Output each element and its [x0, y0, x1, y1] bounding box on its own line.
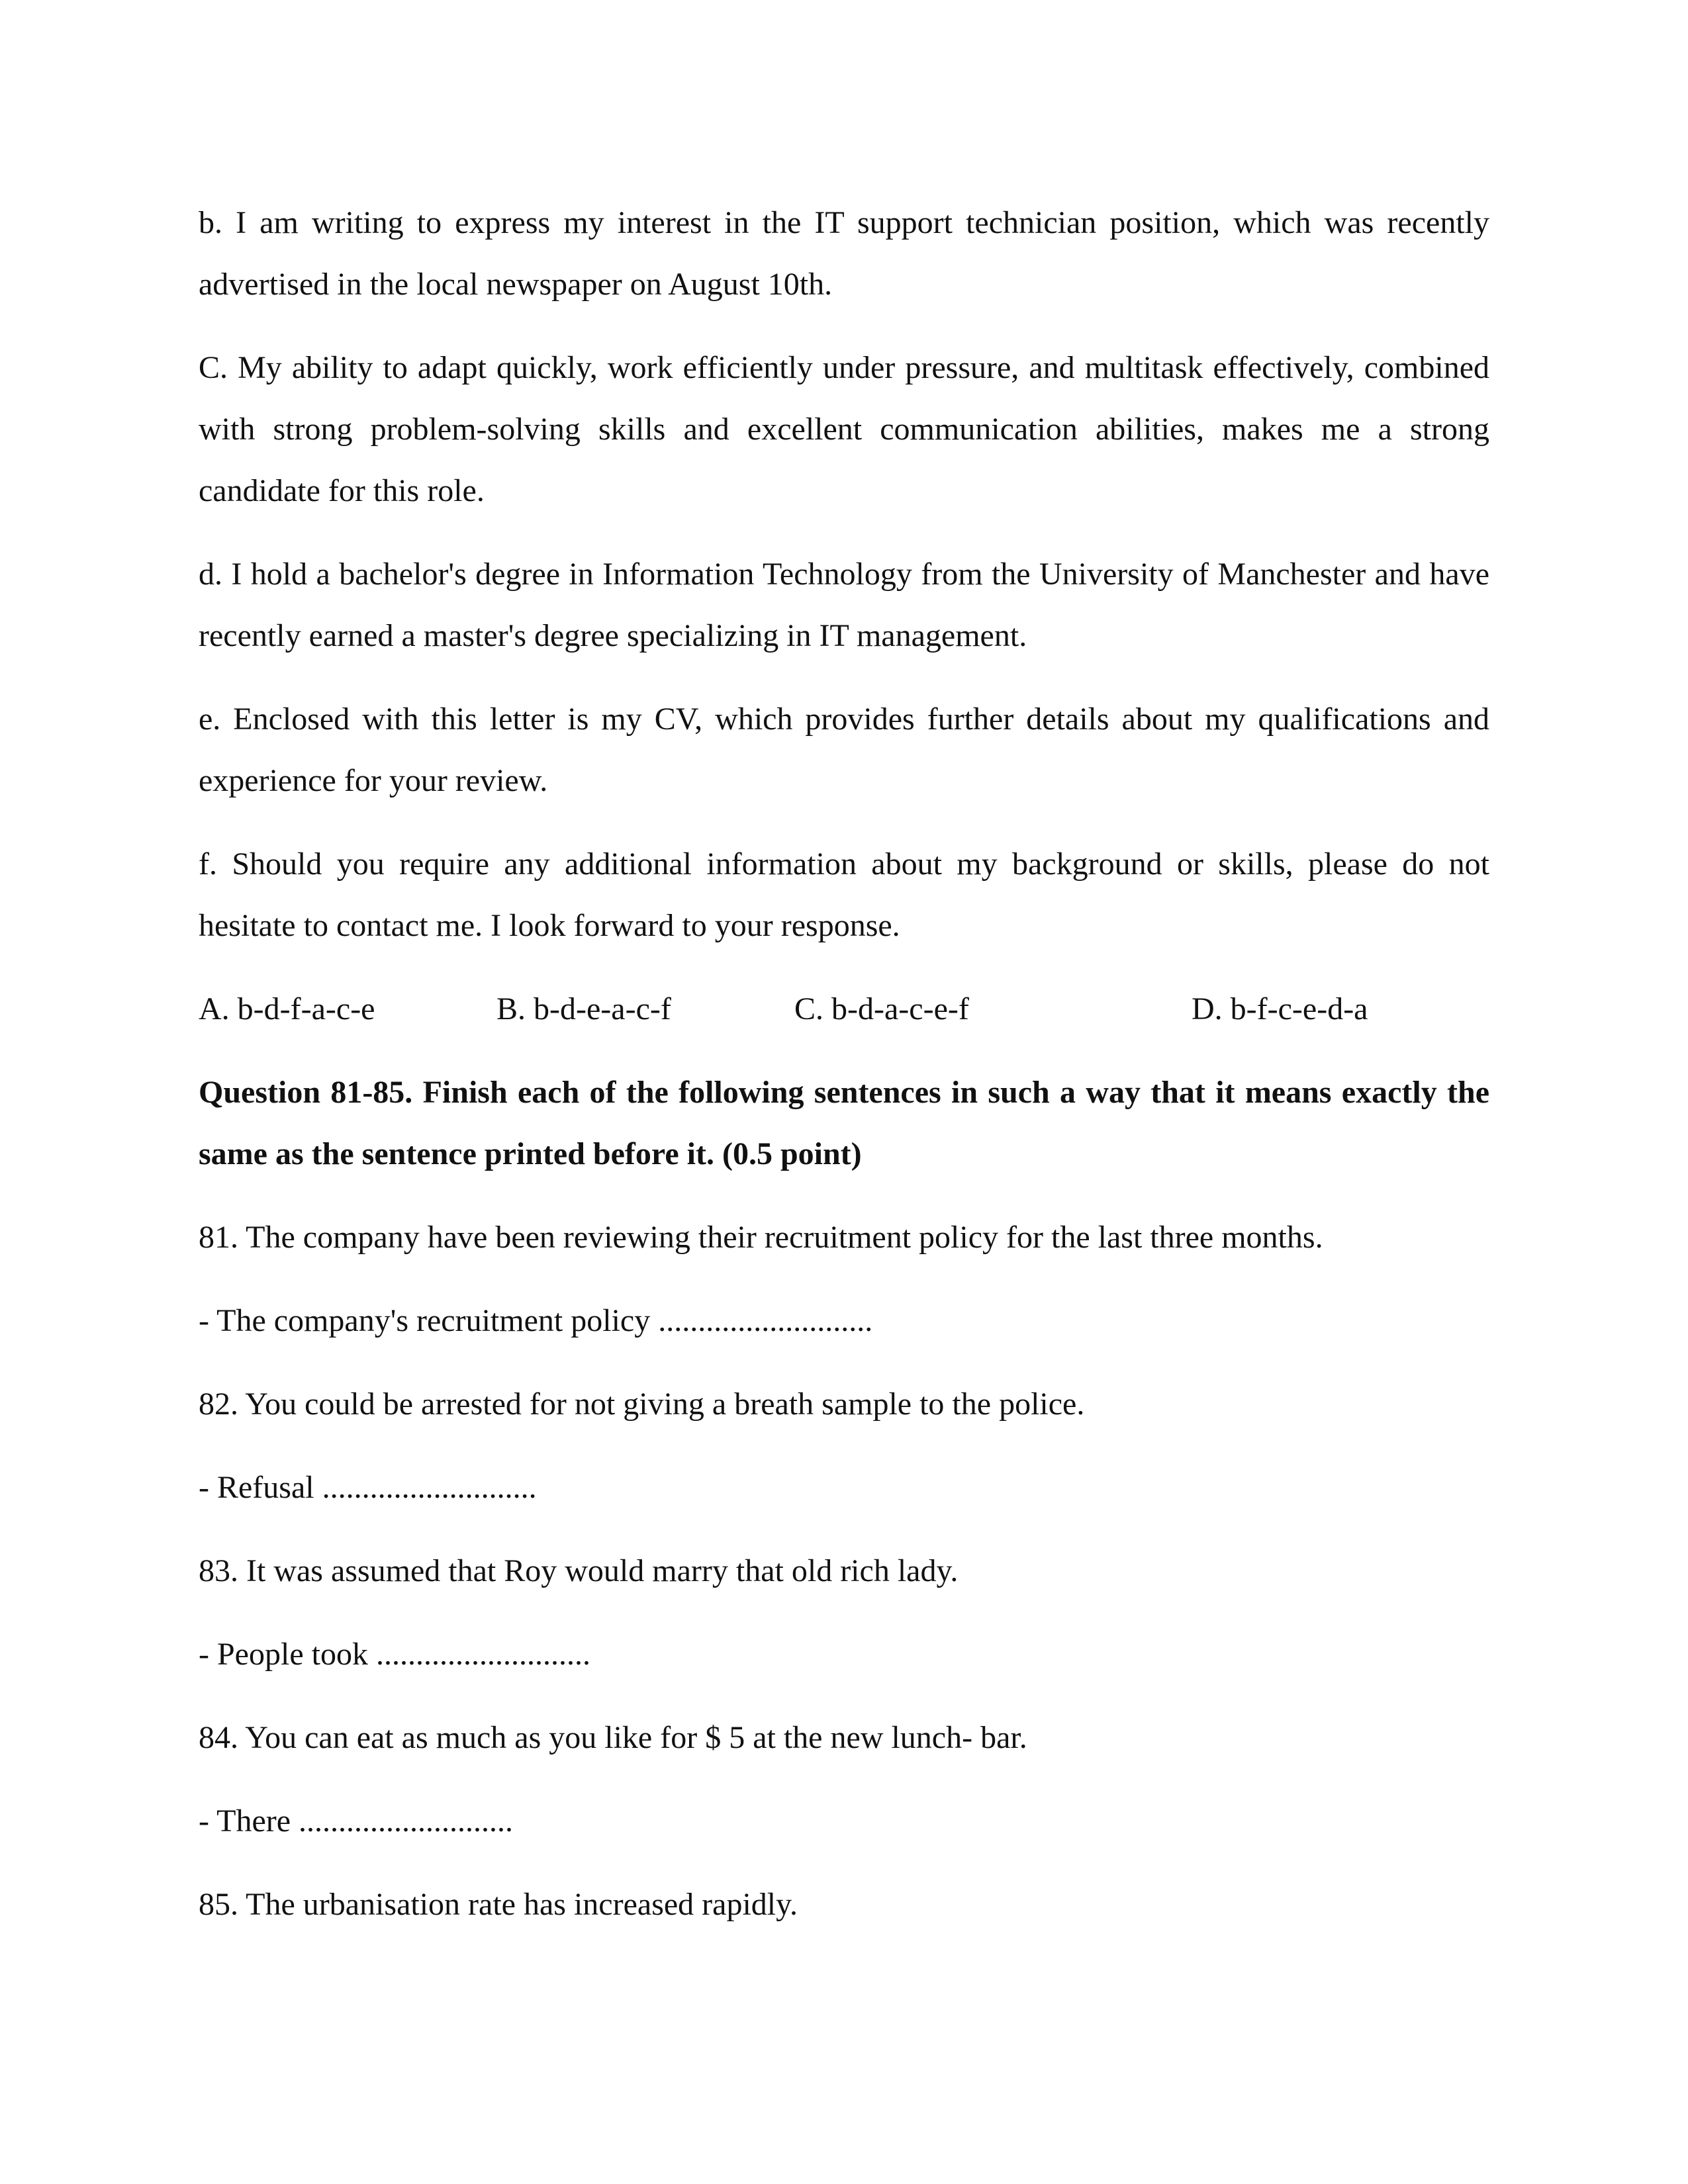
- question-81-answer: - The company's recruitment policy ...........................: [199, 1303, 873, 1338]
- question-83-answer: - People took ...........................: [199, 1637, 590, 1672]
- document-page: [199, 192, 1489, 1957]
- question-82-answer: - Refusal ...........................: [199, 1470, 537, 1505]
- paragraph-c: C. My ability to adapt quickly, work efficiently under pressure, and multitask effectively, combined with strong problem-solving skills and excellent communication abilities, makes me a strong candidate for this role.: [199, 350, 1489, 508]
- option-c: C. b-d-a-c-e-f: [794, 991, 969, 1026]
- option-d: D. b-f-c-e-d-a: [1192, 991, 1368, 1026]
- section-heading: Question 81-85. Finish each of the following sentences in such a way that it means exactly the same as the sentence printed before it. (0.5 point): [199, 1075, 1489, 1171]
- question-82-prompt: 82. You could be arrested for not giving a breath sample to the police.: [199, 1387, 1085, 1422]
- paragraph-d: d. I hold a bachelor's degree in Information Technology from the University of Manchester and have recently earned a master's degree specializing in IT management.: [199, 557, 1489, 653]
- paragraph-b: b. I am writing to express my interest in the IT support technician position, which was recently advertised in the local newspaper on August 10th.: [199, 205, 1489, 302]
- paragraph-e: e. Enclosed with this letter is my CV, which provides further details about my qualifications and experience for your review.: [199, 702, 1489, 798]
- question-85-prompt: 85. The urbanisation rate has increased rapidly.: [199, 1887, 798, 1922]
- question-84-answer: - There ...........................: [199, 1803, 514, 1839]
- paragraph-f: f. Should you require any additional information about my background or skills, please do not hesitate to contact me. I look forward to your response.: [199, 846, 1489, 943]
- question-83-prompt: 83. It was assumed that Roy would marry that old rich lady.: [199, 1553, 959, 1588]
- option-a: A. b-d-f-a-c-e: [199, 991, 375, 1026]
- option-b: B. b-d-e-a-c-f: [496, 991, 671, 1026]
- answer-options: [199, 978, 1489, 1040]
- question-84-prompt: 84. You can eat as much as you like for $ 5 at the new lunch- bar.: [199, 1720, 1027, 1755]
- question-81-prompt: 81. The company have been reviewing their recruitment policy for the last three months.: [199, 1220, 1323, 1255]
